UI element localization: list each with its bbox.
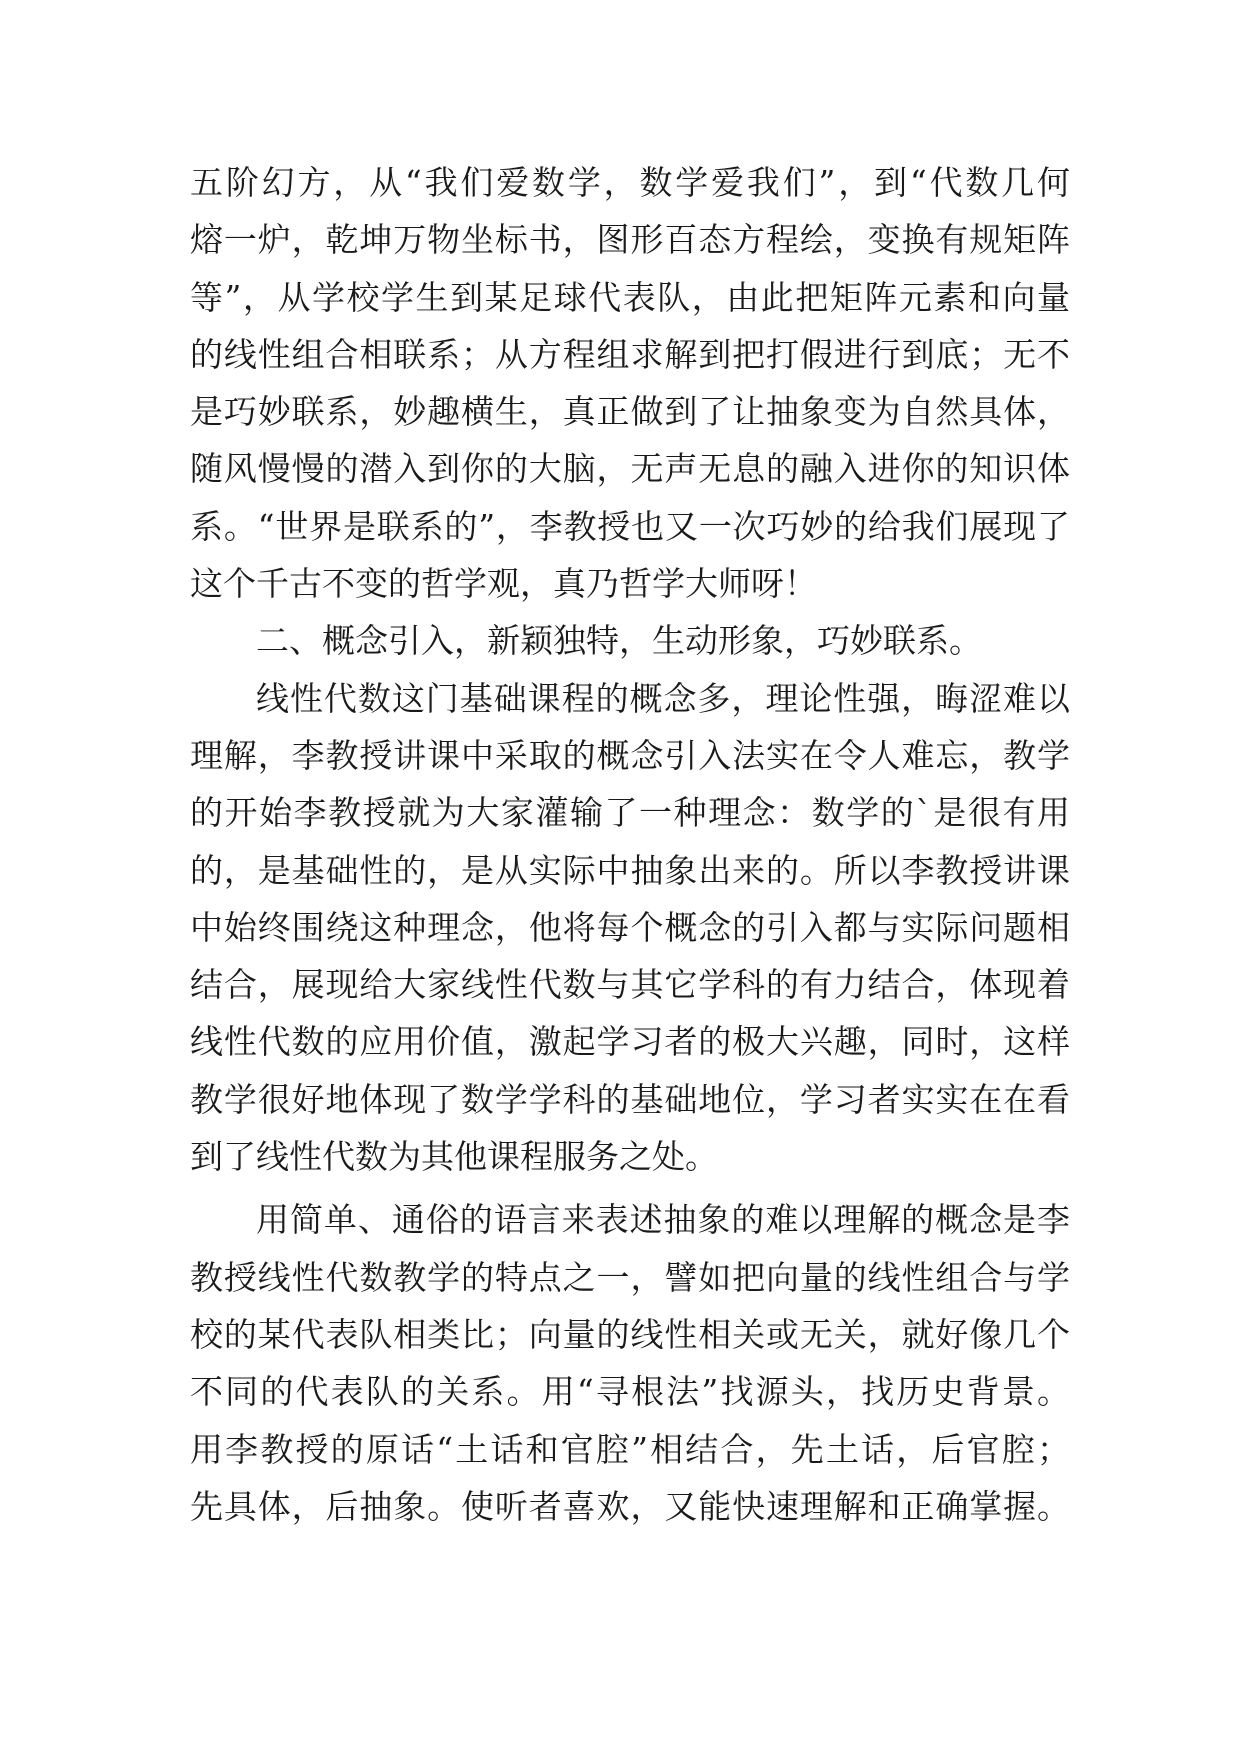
text-line: 用简单、通俗的语言来表述抽象的难以理解的概念是李: [256, 1200, 1070, 1240]
text-line: 这个千古不变的哲学观，真乃哲学大师呀！: [190, 564, 817, 604]
text-line: 线性代数的应用价值，激起学习者的极大兴趣，同时，这样: [190, 1022, 1070, 1062]
text-line: 等”，从学校学生到某足球代表队，由此把矩阵元素和向量: [190, 277, 1070, 317]
text-line: 线性代数这门基础课程的概念多，理论性强，晦涩难以: [256, 678, 1070, 718]
text-line: 到了线性代数为其他课程服务之处。: [190, 1137, 718, 1177]
text-line: 理解，李教授讲课中采取的概念引入法实在令人难忘，教学: [190, 735, 1070, 775]
text-line: 教学很好地体现了数学学科的基础地位，学习者实实在在看: [190, 1079, 1070, 1119]
body-text: [190, 154, 1070, 1535]
text-line: 五阶幻方，从“我们爱数学，数学爱我们”，到“代数几何: [190, 163, 1070, 202]
text-line: 校的某代表队相类比；向量的线性相关或无关，就好像几个: [190, 1314, 1070, 1354]
text-line: 用李教授的原话“土话和官腔”相结合，先土话，后官腔；: [190, 1429, 1070, 1469]
text-line: 的，是基础性的，是从实际中抽象出来的。所以李教授讲课: [190, 850, 1070, 890]
text-line: 结合，展现给大家线性代数与其它学科的有力结合，体现着: [190, 965, 1070, 1005]
text-line: 是巧妙联系，妙趣横生，真正做到了让抽象变为自然具体，: [190, 392, 1070, 432]
text-line: 先具体，后抽象。使听者喜欢，又能快速理解和正确掌握。: [190, 1486, 1070, 1526]
text-line: 的开始李教授就为大家灌输了一种理念：数学的`是很有用: [190, 793, 1070, 833]
section-heading: 二、概念引入，新颖独特，生动形象，巧妙联系。: [256, 621, 982, 661]
text-line: 随风慢慢的潜入到你的大脑，无声无息的融入进你的知识体: [190, 449, 1070, 489]
text-line: 系。“世界是联系的”，李教授也又一次巧妙的给我们展现了: [190, 506, 1070, 546]
text-line: 中始终围绕这种理念，他将每个概念的引入都与实际问题相: [190, 907, 1070, 947]
text-line: 熔一炉，乾坤万物坐标书，图形百态方程绘，变换有规矩阵: [190, 220, 1070, 260]
text-line: 不同的代表队的关系。用“寻根法”找源头，找历史背景。: [190, 1372, 1070, 1412]
text-line: 教授线性代数教学的特点之一，譬如把向量的线性组合与学: [190, 1257, 1070, 1297]
text-line: 的线性组合相联系；从方程组求解到把打假进行到底；无不: [190, 334, 1070, 374]
